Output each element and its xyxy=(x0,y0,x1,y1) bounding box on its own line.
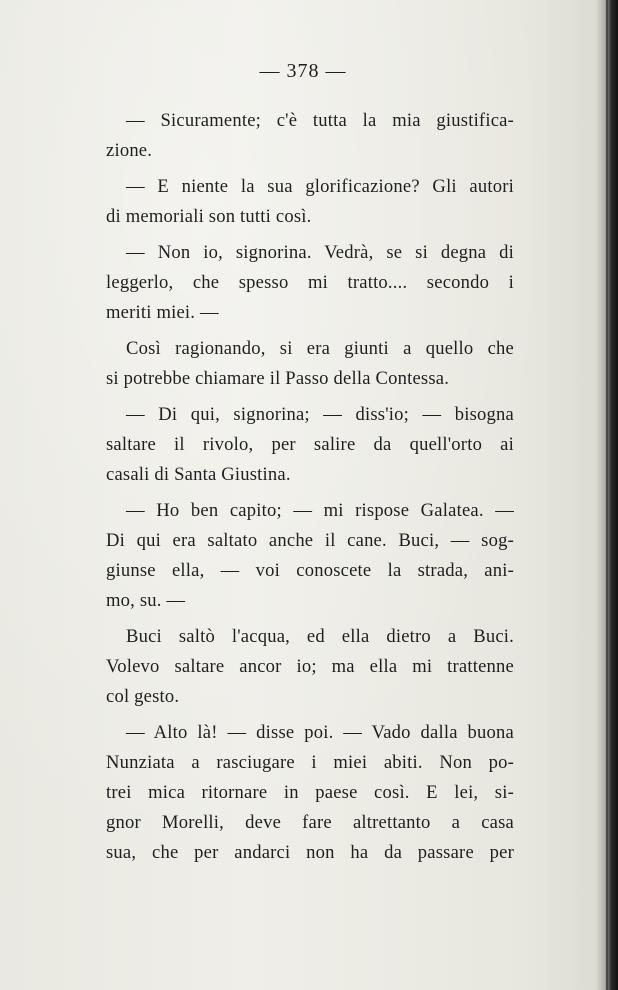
text-line: col gesto. xyxy=(106,686,180,707)
text-line: — Non io, signorina. Vedrà, se si degna di xyxy=(126,242,514,263)
text-line: si potrebbe chiamare il Passo della Contessa. xyxy=(106,368,450,389)
paragraph xyxy=(106,106,514,166)
text-line: Così ragionando, si era giunti a quello che xyxy=(126,338,514,359)
paragraph xyxy=(106,622,514,712)
text-line: — E niente la sua glorificazione? Gli autori xyxy=(126,176,514,197)
paragraph xyxy=(106,718,514,868)
paragraph xyxy=(106,238,514,328)
text-line: leggerlo, che spesso mi tratto.... secondo i xyxy=(106,272,514,293)
text-line: Buci saltò l'acqua, ed ella dietro a Buci. xyxy=(126,626,514,647)
text-line: Volevo saltare ancor io; ma ella mi trattenne xyxy=(106,656,514,677)
text-line: Di qui era saltato anche il cane. Buci, — sog- xyxy=(106,530,514,551)
text-line: trei mica ritornare in paese così. E lei, si- xyxy=(106,782,514,803)
text-line: zione. xyxy=(106,140,153,161)
text-line: sua, che per andarci non ha da passare per xyxy=(106,842,514,863)
paragraph xyxy=(106,334,514,394)
text-line: gnor Morelli, deve fare altrettanto a casa xyxy=(106,812,514,833)
page-number: — 378 — xyxy=(259,60,347,82)
text-line: casali di Santa Giustina. xyxy=(106,464,291,485)
text-line: — Di qui, signorina; — diss'io; — bisogna xyxy=(126,404,514,425)
text-line: mo, su. — xyxy=(106,590,186,611)
text-line: di memoriali son tutti così. xyxy=(106,206,312,227)
paragraph xyxy=(106,400,514,490)
text-line: giunse ella, — voi conoscete la strada, ani- xyxy=(106,560,514,581)
paragraph xyxy=(106,496,514,616)
paragraph xyxy=(106,172,514,232)
text-line: saltare il rivolo, per salire da quell'orto ai xyxy=(106,434,514,455)
text-line: — Alto là! — disse poi. — Vado dalla buona xyxy=(126,722,514,743)
body-text xyxy=(106,106,514,868)
book-spine-edge xyxy=(606,0,608,990)
text-line: meriti miei. — xyxy=(106,302,219,323)
text-line: — Ho ben capito; — mi rispose Galatea. — xyxy=(126,500,514,521)
text-line: — Sicuramente; c'è tutta la mia giustifica- xyxy=(126,110,514,131)
text-line: Nunziata a rasciugare i miei abiti. Non po- xyxy=(106,752,514,773)
